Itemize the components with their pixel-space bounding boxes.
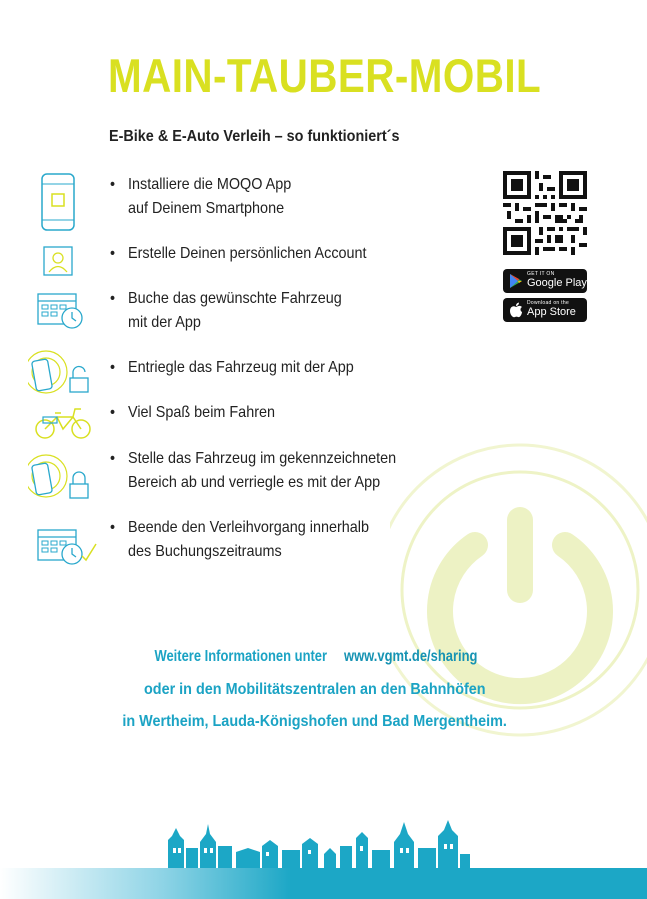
info-url-link[interactable]: www.vgmt.de/sharing (344, 648, 478, 665)
step-bullet: • (110, 404, 116, 421)
google-play-label: Google Play (527, 277, 587, 289)
step-bullet: • (110, 176, 116, 193)
google-play-badge[interactable] (503, 269, 587, 293)
step-enjoy-ride (110, 401, 275, 425)
step-text-line1: Installiere die MOQO App (128, 176, 292, 193)
step-end-rental (110, 516, 369, 564)
step-text-line1: Viel Spaß beim Fahren (128, 404, 276, 421)
phone-unlock-icon (28, 346, 94, 398)
step-text-line1: Entriegle das Fahrzeug mit der App (128, 359, 354, 376)
info-line-1 (0, 648, 630, 666)
step-bullet: • (110, 245, 116, 262)
app-store-label: App Store (527, 306, 576, 318)
step-text-line1: Beende den Verleihvorgang innerhalb (128, 519, 369, 536)
info-line-2-text: oder in den Mobilitätszentralen an den Bahnhöfen (144, 681, 486, 698)
user-account-icon (43, 246, 73, 276)
smartphone-icon (38, 172, 78, 232)
step-bullet: • (110, 450, 116, 467)
step-create-account (110, 242, 367, 266)
step-bullet: • (110, 290, 116, 307)
info-line-3 (0, 713, 630, 731)
info-line-2 (0, 681, 630, 699)
step-book-vehicle (110, 287, 342, 335)
step-text-line2: mit der App (128, 314, 201, 331)
google-play-icon (509, 273, 523, 289)
page-subtitle: E-Bike & E-Auto Verleih – so funktioniert´s (109, 128, 400, 145)
step-text-line1: Erstelle Deinen persönlichen Account (128, 245, 367, 262)
step-text-line1: Buche das gewünschte Fahrzeug (128, 290, 342, 307)
calendar-check-icon (36, 528, 98, 566)
step-text-line2: Bereich ab und verriegle es mit der App (128, 474, 381, 491)
step-text-line2: auf Deinem Smartphone (128, 200, 285, 217)
step-bullet: • (110, 519, 116, 536)
info-line-3-text: in Wertheim, Lauda-Königshofen und Bad Mergentheim. (122, 713, 508, 730)
town-skyline-illustration (0, 818, 647, 899)
qr-code[interactable] (503, 171, 587, 255)
step-unlock-vehicle (110, 356, 354, 380)
step-text-line1: Stelle das Fahrzeug im gekennzeichneten (128, 450, 397, 467)
apple-icon (509, 302, 523, 318)
step-text-line2: des Buchungszeitraums (128, 543, 282, 560)
google-play-small-text: GET IT ON (527, 271, 555, 277)
page-title: MAIN-TAUBER-MOBIL (108, 49, 542, 102)
app-store-badge[interactable] (503, 298, 587, 322)
step-bullet: • (110, 359, 116, 376)
app-store-small-text: Download on the (527, 300, 570, 306)
info-prefix: Weitere Informationen unter (154, 648, 328, 665)
step-park-lock (110, 447, 396, 495)
step-install-app (110, 173, 291, 221)
bicycle-icon (33, 405, 95, 441)
phone-lock-icon (28, 448, 94, 504)
calendar-clock-icon (36, 292, 86, 330)
